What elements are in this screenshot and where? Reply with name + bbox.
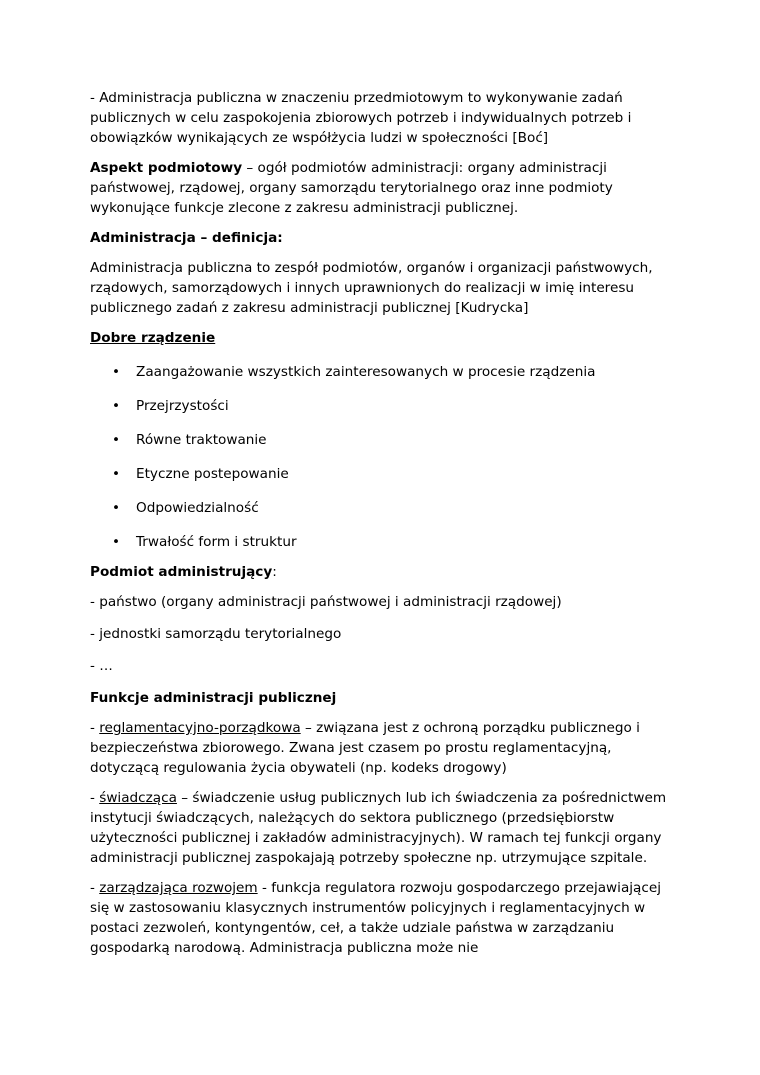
podmiot-item-panstwo: - państwo (organy administracji państwowej i administracji rządowej) [90, 594, 562, 610]
list-item-text: Trwałość form i struktur [136, 534, 297, 550]
list-item [90, 430, 680, 450]
bullet-icon: • [112, 534, 121, 550]
aspekt-podmiotowy-text: – ogół podmiotów administracji: organy administracji państwowej, rządowej, organy samorządu terytorialnego oraz inne podmioty wykonujące funkcje zlecone z zakresu administracji publicznej. [90, 160, 613, 216]
funkcja-prefix: - [90, 720, 100, 736]
list-item-text: Równe traktowanie [136, 432, 267, 448]
funkcja-swiadczaca-text: – świadczenie usług publicznych lub ich świadczenia za pośrednictwem instytucji świadczących, należących do sektora publicznego (przedsiębiorstw użyteczności publicznej i zakładów administracyjnych). W ramach tej funkcji organy administracji publicznej zaspokajają potrzeby społeczne np. utrzymujące szpitale. [90, 790, 667, 866]
list-item-text: Etyczne postepowanie [136, 466, 289, 482]
term-aspekt-podmiotowy: Aspekt podmiotowy [90, 160, 243, 176]
paragraph-definicja: Administracja publiczna to zespół podmiotów, organów i organizacji państwowych, rządowych, samorządowych i innych uprawnionych do realizacji w imię interesu publicznego zadań z zakresu administracji publicznej [Kudrycka] [90, 260, 653, 316]
list-item [90, 532, 680, 552]
term-zarzadzajaca-rozwojem: zarządzająca rozwojem [99, 880, 258, 896]
paragraph-funkcja-swiadczaca [90, 788, 680, 868]
heading-definicja: Administracja – definicja: [90, 230, 283, 246]
podmiot-item-ellipsis: - … [90, 658, 113, 674]
list-item-text: Zaangażowanie wszystkich zainteresowanych w procesie rządzenia [136, 364, 596, 380]
heading-podmiot-text: Podmiot administrujący [90, 564, 273, 580]
bullet-icon: • [112, 432, 121, 448]
heading-dobre-rzadzenie: Dobre rządzenie [90, 330, 216, 346]
heading-podmiot-administrujacy [90, 562, 680, 582]
list-item [90, 464, 680, 484]
list-dobre-rzadzenie [90, 362, 680, 552]
list-item-text: Przejrzystości [136, 398, 229, 414]
list-item [90, 498, 680, 518]
bullet-icon: • [112, 500, 121, 516]
paragraph-przedmiotowy: - Administracja publiczna w znaczeniu przedmiotowym to wykonywanie zadań publicznych w celu zaspokojenia zbiorowych potrzeb i indywidualnych potrzeb i obowiązków wynikających ze współżycia ludzi w społeczności [Boć] [90, 90, 632, 146]
paragraph-aspekt-podmiotowy [90, 158, 680, 218]
podmiot-item-jst: - jednostki samorządu terytorialnego [90, 626, 342, 642]
funkcja-reglamentacyjna-text: – związana jest z ochroną porządku publicznego i bezpieczeństwa zbiorowego. Zwana jest czasem po prostu reglamentacyjną, dotyczącą regulowania życia obywateli (np. kodeks drogowy) [90, 720, 640, 776]
funkcja-prefix: - [90, 880, 100, 896]
bullet-icon: • [112, 466, 121, 482]
paragraph-funkcja-reglamentacyjna [90, 718, 680, 778]
term-swiadczaca: świadcząca [99, 790, 177, 806]
funkcja-zarzadzajaca-text: - funkcja regulatora rozwoju gospodarczego przejawiającej się w zastosowaniu klasycznych instrumentów policyjnych i reglamentacyjnych w postaci zezwoleń, kontyngentów, ceł, a także udziale państwa w zarządzaniu gospodarką narodową. Administracja publiczna może nie [90, 880, 661, 956]
heading-funkcje: Funkcje administracji publicznej [90, 690, 337, 706]
document-page [90, 88, 680, 968]
list-item-text: Odpowiedzialność [136, 500, 259, 516]
heading-podmiot-colon: : [272, 564, 277, 580]
list-item [90, 396, 680, 416]
list-item [90, 362, 680, 382]
bullet-icon: • [112, 364, 121, 380]
term-reglamentacyjno-porzadkowa: reglamentacyjno-porządkowa [99, 720, 301, 736]
funkcja-prefix: - [90, 790, 100, 806]
bullet-icon: • [112, 398, 121, 414]
paragraph-funkcja-zarzadzajaca [90, 878, 680, 958]
